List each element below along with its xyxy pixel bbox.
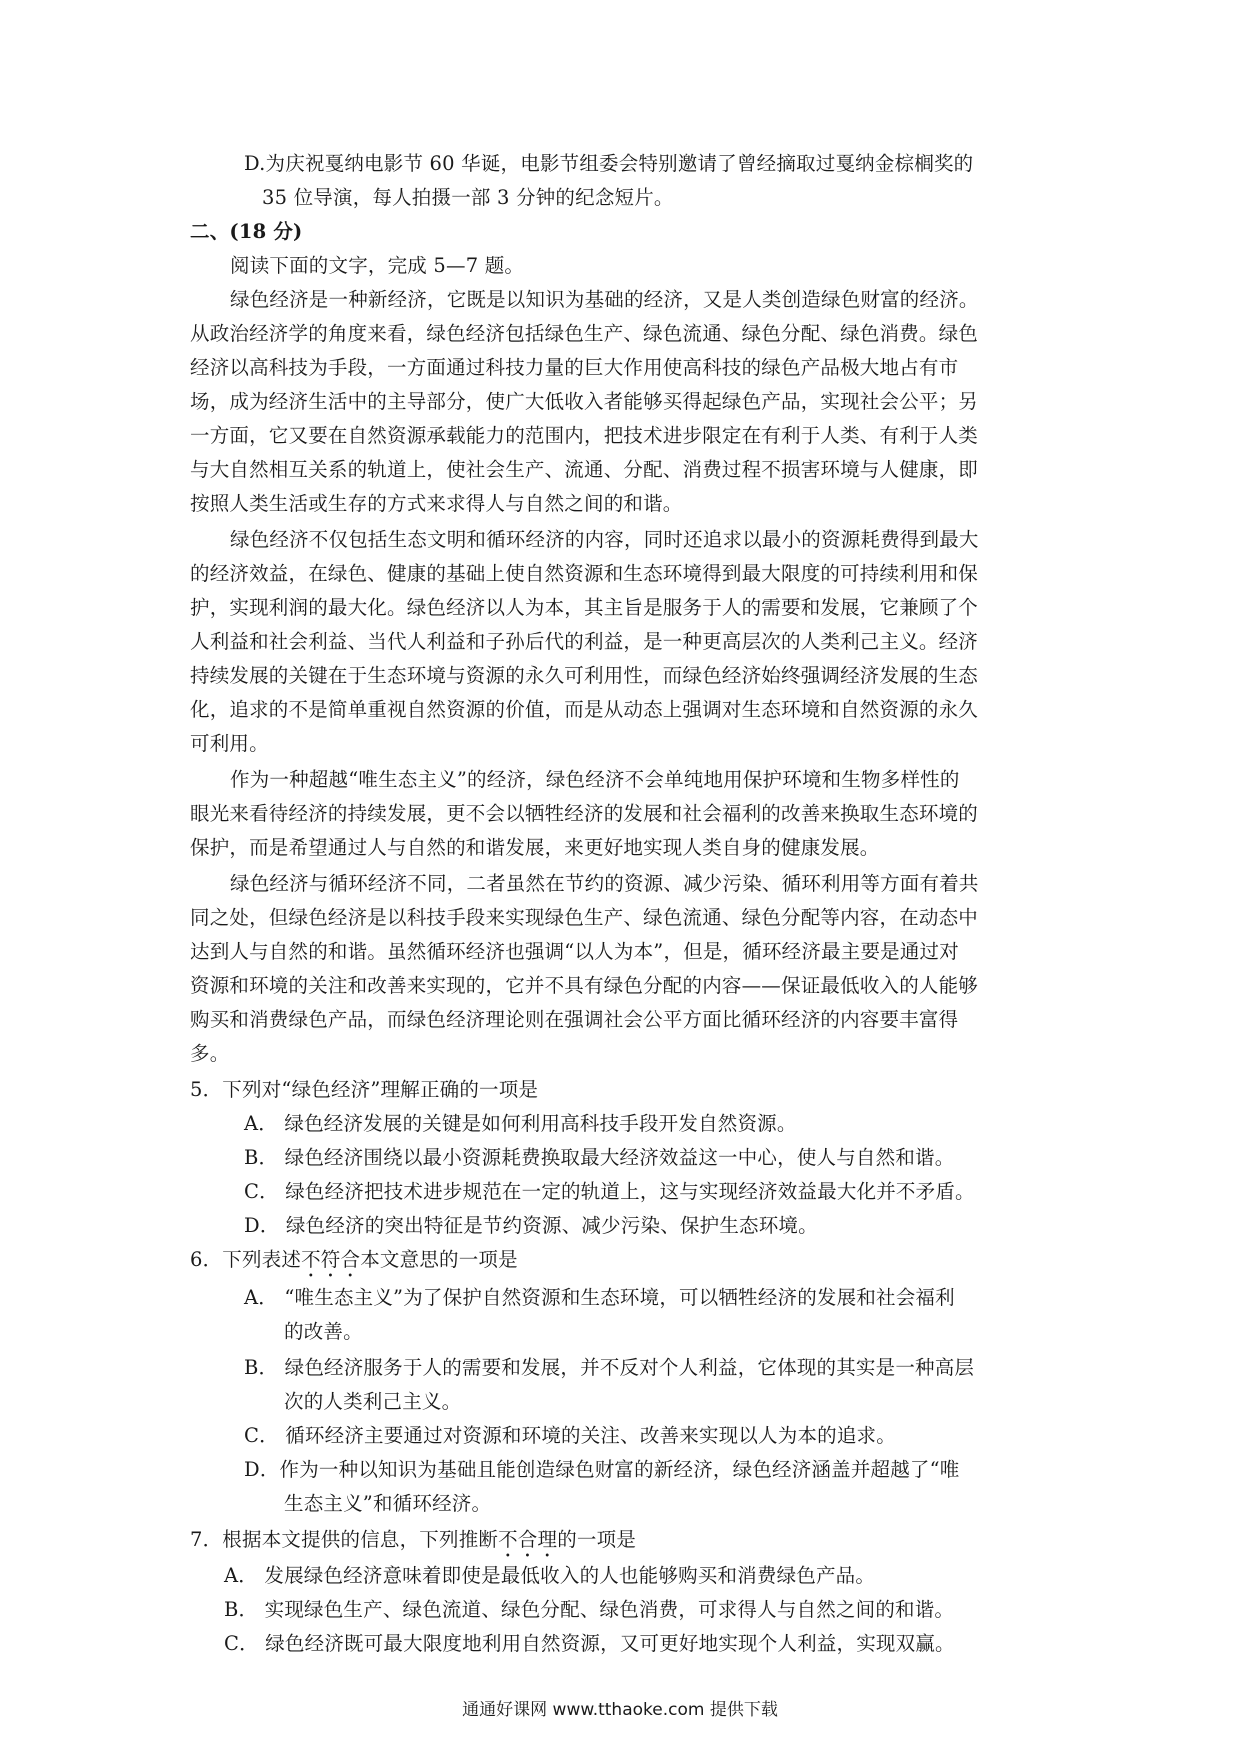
passage-line: 化，追求的不是简单重视自然资源的价值，而是从动态上强调对生态环境和自然资源的永久	[190, 698, 979, 721]
question-5-option-c: C． 绿色经济把技术进步规范在一定的轨道上，这与实现经济效益最大化并不矛盾。	[244, 1180, 975, 1203]
question-6-stem-post: 本文意思的一项是	[360, 1248, 518, 1271]
question-7-stem-emphasis: 不合理	[498, 1528, 558, 1551]
passage-line: 可利用。	[190, 732, 269, 755]
question-6-stem-pre: 6．下列表述	[190, 1248, 302, 1271]
passage-line: 绿色经济不仅包括生态文明和循环经济的内容，同时还追求以最小的资源耗费得到最大	[230, 528, 979, 551]
question-5-option-a: A． 绿色经济发展的关键是如何利用高科技手段开发自然资源。	[244, 1112, 797, 1135]
question-6-option-b: B． 绿色经济服务于人的需要和发展，并不反对个人利益，它体现的其实是一种高层	[244, 1356, 975, 1379]
section-heading: 二、(18 分)	[190, 220, 303, 243]
question-5-option-d: D． 绿色经济的突出特征是节约资源、减少污染、保护生态环境。	[244, 1214, 818, 1237]
question-7-option-b: B． 实现绿色生产、绿色流道、绿色分配、绿色消费，可求得人与自然之间的和谐。	[224, 1598, 955, 1621]
passage-line: 人利益和社会利益、当代人利益和子孙后代的利益，是一种更高层次的人类利己主义。经济	[190, 630, 979, 653]
passage-line: 保护，而是希望通过人与自然的和谐发展，来更好地实现人类自身的健康发展。	[190, 836, 880, 859]
passage-line: 绿色经济是一种新经济，它既是以知识为基础的经济，又是人类创造绿色财富的经济。	[230, 288, 979, 311]
passage-line: 购买和消费绿色产品，而绿色经济理论则在强调社会公平方面比循环经济的内容要丰富得	[190, 1008, 959, 1031]
question-5-stem: 5．下列对“绿色经济”理解正确的一项是	[190, 1078, 539, 1101]
passage-line: 达到人与自然的和谐。虽然循环经济也强调“以人为本”，但是，循环经济最主要是通过对	[190, 940, 959, 963]
question-6-option-d: D．作为一种以知识为基础且能创造绿色财富的新经济，绿色经济涵盖并超越了“唯	[244, 1458, 960, 1481]
section-instruction: 阅读下面的文字，完成 5—7 题。	[230, 254, 525, 277]
passage-line: 绿色经济与循环经济不同，二者虽然在节约的资源、减少污染、循环利用等方面有着共	[230, 872, 979, 895]
passage-line: 眼光来看待经济的持续发展，更不会以牺牲经济的发展和社会福利的改善来换取生态环境的	[190, 802, 979, 825]
question-5-option-b: B． 绿色经济围绕以最小资源耗费换取最大经济效益这一中心，使人与自然和谐。	[244, 1146, 955, 1169]
passage-line: 护，实现利润的最大化。绿色经济以人为本，其主旨是服务于人的需要和发展，它兼顾了个	[190, 596, 979, 619]
page-footer: 通通好课网 www.tthaoke.com 提供下载	[462, 1700, 778, 1720]
passage-line: 与大自然相互关系的轨道上，使社会生产、流通、分配、消费过程不损害环境与人健康，即	[190, 458, 979, 481]
passage-line: 从政治经济学的角度来看，绿色经济包括绿色生产、绿色流通、绿色分配、绿色消费。绿色	[190, 322, 979, 345]
question-6-option-a-cont: 的改善。	[284, 1320, 363, 1343]
question-7-option-c: C． 绿色经济既可最大限度地利用自然资源，又可更好地实现个人利益，实现双赢。	[224, 1632, 955, 1655]
passage-line: 资源和环境的关注和改善来实现的，它并不具有绿色分配的内容——保证最低收入的人能够	[190, 974, 979, 997]
question-6-option-a: A． “唯生态主义”为了保护自然资源和生态环境，可以牺牲经济的发展和社会福利	[244, 1286, 955, 1309]
passage-line: 经济以高科技为手段，一方面通过科技力量的巨大作用使高科技的绿色产品极大地占有市	[190, 356, 959, 379]
question-7-option-a: A． 发展绿色经济意味着即使是最低收入的人也能够购买和消费绿色产品。	[224, 1564, 876, 1587]
question-6-option-d-cont: 生态主义”和循环经济。	[284, 1492, 492, 1515]
question-7-stem-post: 的一项是	[557, 1528, 637, 1551]
question-6-option-c: C． 循环经济主要通过对资源和环境的关注、改善来实现以人为本的追求。	[244, 1424, 896, 1447]
passage-line: 一方面，它又要在自然资源承载能力的范围内，把技术进步限定在有利于人类、有利于人类	[190, 424, 979, 447]
passage-line: 作为一种超越“唯生态主义”的经济，绿色经济不会单纯地用保护环境和生物多样性的	[230, 768, 960, 791]
passage-line: 同之处，但绿色经济是以科技手段来实现绿色生产、绿色流通、绿色分配等内容，在动态中	[190, 906, 979, 929]
q4-option-d-line2: 35 位导演，每人拍摄一部 3 分钟的纪念短片。	[262, 186, 674, 209]
passage-line: 场，成为经济生活中的主导部分，使广大低收入者能够买得起绿色产品，实现社会公平；另	[190, 390, 979, 413]
question-6-stem	[190, 1244, 518, 1282]
q4-option-d-line1: D.为庆祝戛纳电影节 60 华诞，电影节组委会特别邀请了曾经摘取过戛纳金棕榈奖的	[244, 152, 974, 175]
question-7-stem	[190, 1524, 636, 1562]
passage-line: 多。	[190, 1042, 230, 1065]
question-6-stem-emphasis: 不符合	[301, 1248, 361, 1271]
passage-line: 的经济效益，在绿色、健康的基础上使自然资源和生态环境得到最大限度的可持续利用和保	[190, 562, 979, 585]
question-6-option-b-cont: 次的人类利己主义。	[284, 1390, 462, 1413]
passage-line: 持续发展的关键在于生态环境与资源的永久可利用性，而绿色经济始终强调经济发展的生态	[190, 664, 979, 687]
passage-line: 按照人类生活或生存的方式来求得人与自然之间的和谐。	[190, 492, 683, 515]
question-7-stem-pre: 7．根据本文提供的信息，下列推断	[190, 1528, 499, 1551]
